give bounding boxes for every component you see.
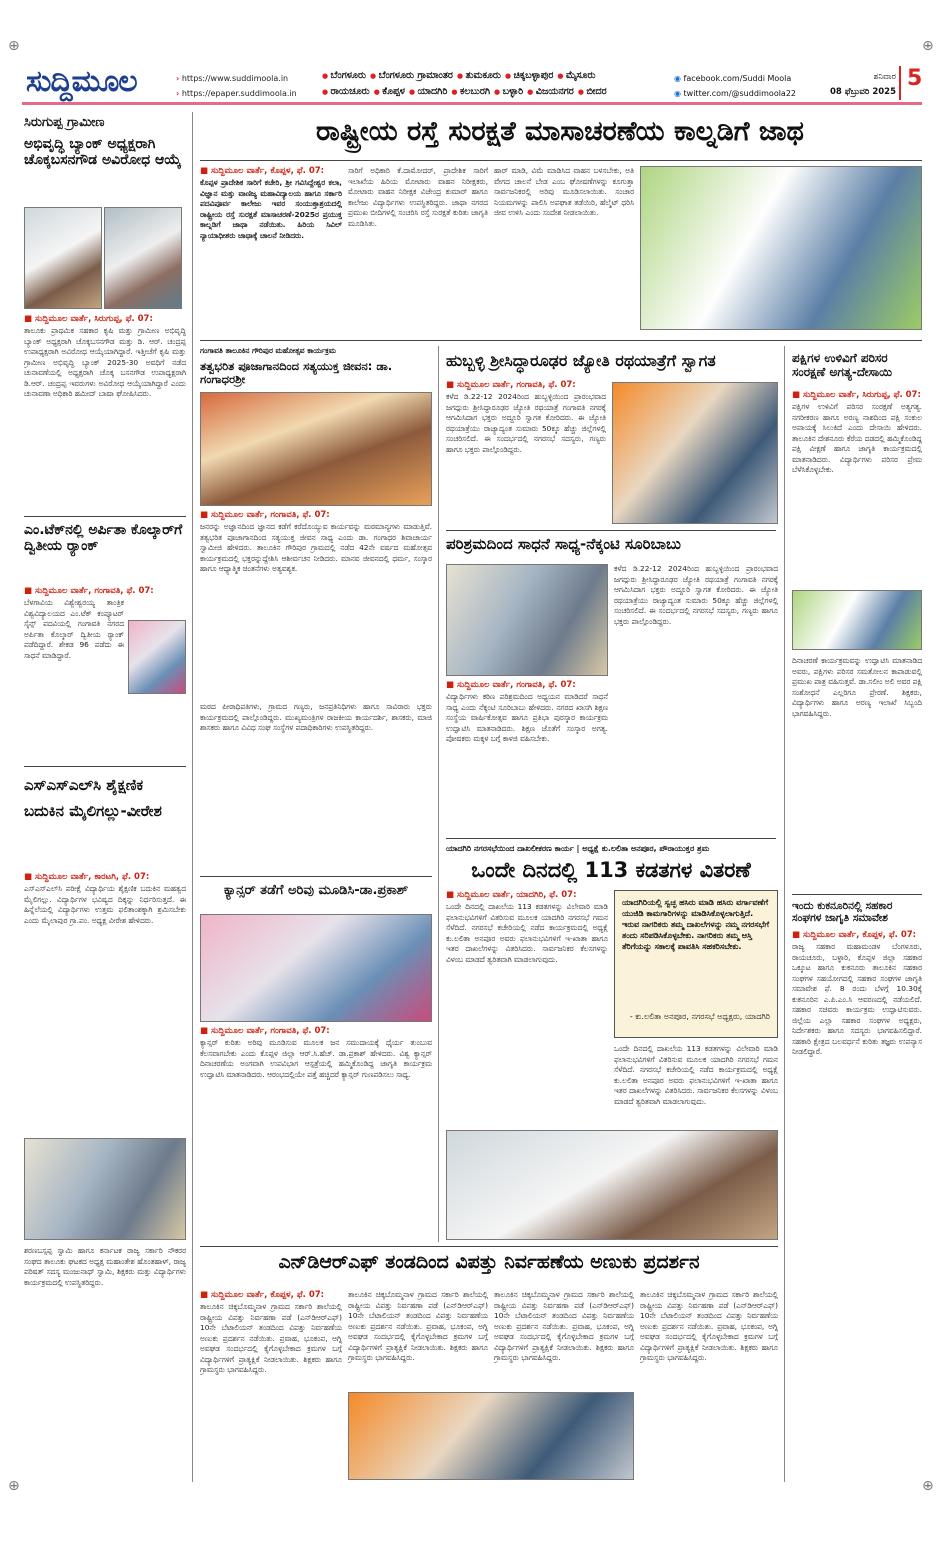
quote-signature: - ಕು.ಲಲಿತಾ ಅನಪೂರ, ನಗರಸಭೆ ಅಧ್ಯಕ್ಷರು, ಯಾದಗಿರಿ [629,1012,770,1021]
byline: ■ ಸುದ್ದಿಮೂಲ ವಾರ್ತೆ, ಕಾರಟಗಿ, ಫೆ. 07: [24,872,186,882]
portrait-photo [24,207,102,309]
story-body: ತಾಲೂಕು ಪ್ರಾಥಮಿಕ ಸಹಕಾರ ಕೃಷಿ ಮತ್ತು ಗ್ರಾಮೀಣ ಅಭಿವೃದ್ಧಿ ಬ್ಯಾಂಕ್ ಅಧ್ಯಕ್ಷರಾಗಿ ಚೊಕ್ಕಬಸನಗೌಡ ಮತ್ತು ಡಿ. ಆರ್. ಚಂದ್ರಪ್ಪ ಉಪಾಧ್ಯಕ್ಷರಾಗಿ ಅವಿರೋಧ ಆಯ್ಕೆಯಾಗಿದ್ದಾರೆ. ಇತ್ತೀಚೆಗೆ ಕೃಷಿ ಮತ್ತು ಗ್ರಾಮೀಣ ಅಭಿವೃದ್ಧಿ ಬ್ಯಾಂಕ್ 2025-30 ಅವಧಿಗೆ ನಡೆದ ಚುನಾವಣೆಯಲ್ಲಿ ಅಧ್ಯಕ್ಷರಾಗಿ ಚೊಕ್ಕ ಬಸನಗೌಡ ಉಪಾಧ್ಯಕ್ಷರಾಗಿ ಡಿ.ಆರ್. ಚಂದ್ರಪ್ಪ ಇವರುಗಳು ಅವಿರೋಧ ಆಯ್ಕೆಯಾಗಿದ್ದಾರೆ ಎಂದು ಚುನಾವಣಾ ಅಧಿಕಾರಿ ಹಮೀದ್ ಬಾಷಾ ಘೋಷಿಸಿದರು. [24,326,186,398]
registration-mark: ⊕ [8,1478,20,1494]
story-headline: ತತ್ವಭರಿತ ಪೂಜಾಗಾನದಿಂದ ಸತ್ಯಯುಕ್ತ ಜೀವನ: ಡಾ. ಗಂಗಾಧರಶ್ರೀ [200,359,393,387]
byline: ■ ಸುದ್ದಿಮೂಲ ವಾರ್ತೆ, ಗಂಗಾವತಿ, ಫೆ. 07: [446,380,606,390]
story-body: ರಾಜ್ಯ ಸಹಕಾರ ಮಹಾಮಂಡಳ ಬೆಂಗಳೂರು, ರಾಯಚೂರು, ಬಳ್ಳಾರಿ, ಕೊಪ್ಪಳ ಜಿಲ್ಲಾ ಸಹಕಾರ ಒಕ್ಕೂಟ ಹಾಗೂ ಕುಕನೂರು ತಾಲೂಕಿನ ಸಹಕಾರ ಸಂಘಗಳ ಸಹಯೋಗದಲ್ಲಿ ಸಹಕಾರ ಸಂಘಗಳ ಜಾಗೃತಿ ಸಮಾವೇಶ ಫೆ. 8 ರಂದು ಬೆಳಗ್ಗೆ 10.30ಕ್ಕೆ ಕುಕನೂರಿನ ಎ.ಪಿ.ಎಂ.ಸಿ ಆವರಣದಲ್ಲಿ ನಡೆಯಲಿದೆ. ಸಹಕಾರ ಸಚಿವರು ಕಾರ್ಯಕ್ರಮ ಉದ್ಘಾಟಿಸುವರು. ಜಿಲ್ಲೆಯ ಎಲ್ಲಾ ಸಹಕಾರ ಸಂಘಗಳ ಅಧ್ಯಕ್ಷರು, ನಿರ್ದೇಶಕರು ಹಾಗೂ ಸದಸ್ಯರು ಭಾಗವಹಿಸಲಿದ್ದಾರೆ. ಸಹಕಾರಿ ಕ್ಷೇತ್ರದ ಬಲವರ್ಧನೆ ಕುರಿತು ತಜ್ಞರು ಉಪನ್ಯಾಸ ನೀಡಲಿದ್ದಾರೆ. [792,942,922,1056]
story-body: ತಾಲೂಕಿನ ಚಿಕ್ಕಬೊಮ್ಮನಾಳ ಗ್ರಾಮದ ಸರ್ಕಾರಿ ಶಾಲೆಯಲ್ಲಿ ರಾಷ್ಟ್ರೀಯ ವಿಪತ್ತು ನಿರ್ವಹಣಾ ಪಡೆ (ಎನ್‌ಡಿಆರ್‌ಎಫ್) 10ನೇ ಬೆಟಾಲಿಯನ್ ತಂಡದಿಂದ ವಿಪತ್ತು ನಿರ್ವಹಣೆಯ ಅಣುಕು ಪ್ರದರ್ಶನ ನಡೆಯಿತು. ಪ್ರವಾಹ, ಭೂಕಂಪ, ಅಗ್ನಿ ಅವಘಡ ಸಂದರ್ಭದಲ್ಲಿ ಕೈಗೊಳ್ಳಬೇಕಾದ ಕ್ರಮಗಳ ಬಗ್ಗೆ ವಿದ್ಯಾರ್ಥಿಗಳಿಗೆ ಪ್ರಾತ್ಯಕ್ಷಿಕೆ ನೀಡಲಾಯಿತು. ಶಿಕ್ಷಕರು ಹಾಗೂ ಗ್ರಾಮಸ್ಥರು ಭಾಗವಹಿಸಿದ್ದರು. [640,1290,778,1362]
procession-photo [612,382,778,524]
byline: ■ ಸುದ್ದಿಮೂಲ ವಾರ್ತೆ, ಕೊಪ್ಪಳ, ಫೆ. 07: [200,1290,342,1300]
divider [24,766,186,767]
story-headline: ಒಂದೇ ದಿನದಲ್ಲಿ 113 ಕಡತಗಳ ವಿತರಣೆ [471,858,751,882]
byline: ■ ಸುದ್ದಿಮೂಲ ವಾರ್ತೆ, ಗಂಗಾವತಿ, ಫೆ. 07: [200,1026,432,1036]
story-body: ಸಾರಿಗೆ ಅಧಿಕಾರಿ ಕೆ.ದಾಮೋದರ್, ಪ್ರಾದೇಶಿಕ ಸಾರಿಗೆ ಇಲಾಖೆಯ ಹಿರಿಯ ಮೋಟಾರು ವಾಹನ ನಿರೀಕ್ಷಕರು, ಮೋಟಾರು ವಾಹನ ನಿರೀಕ್ಷಕ ವಿಜೇಂದ್ರ ಕುಮಾರ್ ಹಾಗೂ ಕಾಲೇಜು ವಿದ್ಯಾರ್ಥಿಗಳು ಉಪಸ್ಥಿತರಿದ್ದರು. ಜಾಥಾ ನಗರದ ಪ್ರಮುಖ ಬೀದಿಗಳಲ್ಲಿ ಸಂಚರಿಸಿ ರಸ್ತೆ ಸುರಕ್ಷತೆ ಕುರಿತು ಜಾಗೃತಿ ಮೂಡಿಸಿತು. [348,166,488,228]
city-item: ● ಬೆಂಗಳೂರು [322,70,366,81]
story-body: ಹಾರ್ ಮಾಡಿ, ವಿಮೆ ಮಾಡಿಸಿದ ವಾಹನ ಬಳಸಬೇಕು, ಅತಿ ವೇಗದ ಚಾಲನೆ ಬೇಡ ಎಂಬ ಘೋಷಣೆಗಳನ್ನು ಕೂಗುತ್ತಾ ಸಾರ್ವಜನಿಕರಲ್ಲಿ ಅರಿವು ಮೂಡಿಸಲಾಯಿತು. ಸಂಚಾರ ನಿಯಮಗಳನ್ನು ಪಾಲಿಸಿ ಅಪಘಾತ ತಡೆಯಿರಿ, ಹೆಲ್ಮೆಟ್ ಧರಿಸಿ ಜೀವ ಉಳಿಸಿ ಎಂದು ಸಂದೇಶ ನೀಡಲಾಯಿತು. [494,166,634,217]
divider [446,838,776,839]
story-body: ತಾಲೂಕಿನ ಚಿಕ್ಕಬೊಮ್ಮನಾಳ ಗ್ರಾಮದ ಸರ್ಕಾರಿ ಶಾಲೆಯಲ್ಲಿ ರಾಷ್ಟ್ರೀಯ ವಿಪತ್ತು ನಿರ್ವಹಣಾ ಪಡೆ (ಎನ್‌ಡಿಆರ್‌ಎಫ್) 10ನೇ ಬೆಟಾಲಿಯನ್ ತಂಡದಿಂದ ವಿಪತ್ತು ನಿರ್ವಹಣೆಯ ಅಣುಕು ಪ್ರದರ್ಶನ ನಡೆಯಿತು. ಪ್ರವಾಹ, ಭೂಕಂಪ, ಅಗ್ನಿ ಅವಘಡ ಸಂದರ್ಭದಲ್ಲಿ ಕೈಗೊಳ್ಳಬೇಕಾದ ಕ್ರಮಗಳ ಬಗ್ಗೆ ವಿದ್ಯಾರ್ಥಿಗಳಿಗೆ ಪ್ರಾತ್ಯಕ್ಷಿಕೆ ನೀಡಲಾಯಿತು. ಶಿಕ್ಷಕರು ಹಾಗೂ ಗ್ರಾಮಸ್ಥರು ಭಾಗವಹಿಸಿದ್ದರು. [200,1302,342,1374]
event-photo [200,914,432,1022]
facebook-link[interactable]: ◉ facebook.com/Suddi Moola [674,74,791,83]
city-row-1 [322,68,652,84]
city-item: ● ಚಿಕ್ಕಬಳ್ಳಾಪುರ [505,70,553,81]
story-body: ಒಂದೇ ದಿನದಲ್ಲಿ ದಾಖಲೆಯ 113 ಕಡತಗಳನ್ನು ವಿಲೇವಾರಿ ಮಾಡಿ ಫಲಾನುಭವಿಗಳಿಗೆ ವಿತರಿಸುವ ಮೂಲಕ ಯಾದಗಿರಿ ನಗರಸಭೆ ಗಮನ ಸೆಳೆದಿದೆ. ನಗರಸಭೆ ಕಚೇರಿಯಲ್ಲಿ ನಡೆದ ಕಾರ್ಯಕ್ರಮದಲ್ಲಿ ಅಧ್ಯಕ್ಷೆ ಕು.ಲಲಿತಾ ಅನಪೂರ ಅವರು ಫಲಾನುಭವಿಗಳಿಗೆ ಇ-ಖಾತಾ ಹಾಗೂ ಇತರ ದಾಖಲೆಗಳನ್ನು ವಿತರಿಸಿದರು. ಸಾರ್ವಜನಿಕರ ಕೆಲಸಗಳನ್ನು ವಿಳಂಬ ಮಾಡದೆ ತ್ವರಿತವಾಗಿ ಮಾಡಲಾಗುವುದು. [614,1044,778,1106]
website-links: › https://www.suddimoola.in › https://epaper.suddimoola.in [176,74,297,98]
story-body: ಕೊಪ್ಪಳ ಪ್ರಾದೇಶಿಕ ಸಾರಿಗೆ ಕಚೇರಿ, ಶ್ರೀ ಗವಿಸಿದ್ದೇಶ್ವರ ಕಲಾ, ವಿಜ್ಞಾನ ಮತ್ತು ವಾಣಿಜ್ಯ ಮಹಾವಿದ್ಯಾಲಯ ಹಾಗೂ ಸರ್ಕಾರಿ ಪದವಿಪೂರ್ವ ಕಾಲೇಜು ಇವರ ಸಂಯುಕ್ತಾಶ್ರಯದಲ್ಲಿ ರಾಷ್ಟ್ರೀಯ ರಸ್ತೆ ಸುರಕ್ಷತೆ ಮಾಸಾಚರಣೆ-2025ರ ಪ್ರಯುಕ್ತ ಕಾಲ್ನಡಿಗೆ ಜಾಥಾ ನಡೆಯಿತು. ಹಿರಿಯ ಸಿವಿಲ್ ನ್ಯಾಯಾಧೀಶರು ಜಾಥಾಕ್ಕೆ ಚಾಲನೆ ನೀಡಿದರು. [200,178,342,240]
portrait-photo [128,620,186,694]
byline: ■ ಸುದ್ದಿಮೂಲ ವಾರ್ತೆ, ಯಾದಗಿರಿ, ಫೆ. 07: [446,890,608,900]
page-number: 5 [899,66,922,100]
newspaper-logo: ಸುದ್ದಿಮೂಲ [26,64,137,99]
divider [24,516,186,517]
divider [200,876,432,877]
divider [200,340,922,341]
story-body: ಪಕ್ಷಿಗಳ ಉಳಿವಿಗೆ ಪರಿಸರ ಸಂರಕ್ಷಣೆ ಅತ್ಯಗತ್ಯ. ನಗರೀಕರಣ ಹಾಗೂ ಅರಣ್ಯ ನಾಶದಿಂದ ಪಕ್ಷಿ ಸಂಕುಲ ಅಪಾಯಕ್ಕೆ ಸಿಲುಕಿದೆ ಎಂದು ದೇಸಾಯಿ ಹೇಳಿದರು. ತಾಲೂಕಿನ ದೇಶನೂರು ಕೆರೆಯ ದಡದಲ್ಲಿ ಹಮ್ಮಿಕೊಂಡಿದ್ದ ಪಕ್ಷಿ ವೀಕ್ಷಣೆ ಹಾಗೂ ಜಾಗೃತಿ ಕಾರ್ಯಕ್ರಮದಲ್ಲಿ ಮಾತನಾಡಿದರು. ವಿದ್ಯಾರ್ಥಿಗಳು ಪರಿಸರ ಪ್ರೇಮ ಬೆಳೆಸಿಕೊಳ್ಳಬೇಕು. [792,402,922,474]
byline: ■ ಸುದ್ದಿಮೂಲ ವಾರ್ತೆ, ಗಂಗಾವತಿ, ಫೆ. 07: [24,586,186,596]
kicker: ಯಾದಗಿರಿ ನಗರಸಭೆಯಿಂದ ದಾಖಲೀಕರಣ ಕಾರ್ಯ | ಅಧ್ಯಕ್ಷೆ ಕು.ಲಲಿತಾ ಅನಪೂರ, ಪೌರಾಯುಕ್ತರ ಶ್ರಮ [446,844,710,853]
registration-mark: ⊕ [922,1478,934,1494]
city-item: ● ರಾಯಚೂರು [322,86,370,97]
divider [200,160,922,161]
byline: ■ ಸುದ್ದಿಮೂಲ ವಾರ್ತೆ, ಗಂಗಾವತಿ, ಫೆ. 07: [200,510,432,520]
city-item: ● ಮೈಸೂರು [557,70,595,81]
walkathon-photo [640,166,922,330]
story-headline: ಎಸ್‌ಎಸ್‌ಎಲ್‌ಸಿ ಶೈಕ್ಷಣಿಕ ಬದುಕಿನ ಮೈಲಿಗಲ್ಲು-ವೀರೇಶ [24,776,162,820]
story-body: ಕ್ಯಾನ್ಸರ್ ಕುರಿತು ಅರಿವು ಮೂಡಿಸುವ ಮೂಲಕ ಜನ ಸಮುದಾಯಕ್ಕೆ ಧೈರ್ಯ ತುಂಬುವ ಕೆಲಸವಾಗಬೇಕು ಎಂದು ಕೊಪ್ಪಳ ಜಿಲ್ಲಾ ಆರ್.ಸಿ.ಹೆಚ್. ಡಾ.ಪ್ರಕಾಶ್ ಹೇಳಿದರು. ವಿಶ್ವ ಕ್ಯಾನ್ಸರ್ ದಿನಾಚರಣೆಯ ಅಂಗವಾಗಿ ಉಪವಿಭಾಗ ಆಸ್ಪತ್ರೆಯಲ್ಲಿ ಹಮ್ಮಿಕೊಂಡಿದ್ದ ಜಾಗೃತಿ ಕಾರ್ಯಕ್ರಮ ಉದ್ಘಾಟಿಸಿ ಮಾತನಾಡಿದರು. ಆರಂಭದಲ್ಲಿಯೇ ಪತ್ತೆ ಹಚ್ಚಿದರೆ ಕ್ಯಾನ್ಸರ್ ಗುಣಪಡಿಸಲು ಸಾಧ್ಯ. [200,1038,432,1079]
city-item: ● ತುಮಕೂರು [457,70,501,81]
city-item: ● ಕೊಪ್ಪಳ [374,86,405,97]
event-photo [446,1130,778,1240]
column-divider [784,346,785,1482]
byline: ■ ಸುದ್ದಿಮೂಲ ವಾರ್ತೆ, ಗಂಗಾವತಿ, ಫೆ. 07: [446,680,608,690]
twitter-link[interactable]: ◉ twitter.com/@suddimoola22 [674,89,796,98]
quote-text: ಯಾದಗಿರಿಯಲ್ಲಿ ಸ್ವಚ್ಛ ಹಸಿರು ಮಾಡಿ ಹಸಿರು ವರ್ಗಾವಣೆಗೆ ಯುಜಿಡಿ ಕಾಮಗಾರಿಗಳನ್ನು ಮಾಡಿಸಿಕೊಳ್ಳಲಾಗುತ್ತಿದೆ. ಇರುವ ನಾಗರಿಕರು ತಮ್ಮ ದಾಖಲೆಗಳನ್ನು ನಮ್ಮ ನಗರಸಭೆಗೆ ತಂದು ಸರಿಪಡಿಸಿಕೊಳ್ಳಬೇಕು. ನಾಗರಿಕರು ತಮ್ಮ ಆಸ್ತಿ ತೆರಿಗೆಯನ್ನು ಸಕಾಲಕ್ಕೆ ಪಾವತಿಸಿ ಸಹಕರಿಸಬೇಕು. [622,898,770,951]
event-photo [446,564,608,676]
dateline [826,70,896,100]
column-divider [192,112,193,1482]
ndrf-demo-photo [348,1392,634,1480]
story-headline: ಕ್ಯಾನ್ಸರ್ ತಡೆಗೆ ಅರಿವು ಮೂಡಿಸಿ-ಡಾ.ಪ್ರಕಾಶ್ [223,883,409,898]
story-body: ಶರಣಬಸ್ಸಪ್ಪ ಸ್ವಾಮಿ ಹಾಗೂ ಕರ್ನಾಟಕ ರಾಜ್ಯ ಸರ್ಕಾರಿ ನೌಕರರ ಸಂಘದ ತಾಲೂಕು ಘಟಕದ ಅಧ್ಯಕ್ಷ ಮಹಾಂತೇಶ ಹೊಂತಹಾಳ್, ರಾಜ್ಯ ಪರಿಷತ್ ಸದಸ್ಯ ಮಂಜುನಾಥ್ ಸ್ವಾಮಿ, ಶಿಕ್ಷಕರು ಮತ್ತು ವಿದ್ಯಾರ್ಥಿಗಳು ಕಾರ್ಯಕ್ರಮದಲ್ಲಿ ಉಪಸ್ಥಿತರಿದ್ದರು. [24,1246,186,1287]
epaper-link[interactable]: https://epaper.suddimoola.in [181,89,297,98]
social-links [674,71,824,101]
event-photo [792,590,922,650]
story-headline: ಅಭಿವೃದ್ಧಿ ಬ್ಯಾಂಕ್ ಅಧ್ಯಕ್ಷರಾಗಿ ಚೊಕ್ಕಬಸನಗೌಡ ಅವಿರೋಧ ಆಯ್ಕೆ [24,136,182,169]
story-body: ದಿನಾಚರಣೆ ಕಾರ್ಯಕ್ರಮವನ್ನು ಉದ್ಘಾಟಿಸಿ ಮಾತನಾಡಿದ ಅವರು, ಪಕ್ಷಿಗಳು ಪರಿಸರ ಸಮತೋಲನ ಕಾಪಾಡುವಲ್ಲಿ ಪ್ರಮುಖ ಪಾತ್ರ ವಹಿಸುತ್ತವೆ. ಡಾ.ಸಲೀಂ ಅಲಿ ಅವರ ಪಕ್ಷಿ ಸಂಶೋಧನೆ ಎಲ್ಲರಿಗೂ ಪ್ರೇರಣೆ. ಶಿಕ್ಷಕರು, ವಿದ್ಯಾರ್ಥಿಗಳು ಹಾಗೂ ಅರಣ್ಯ ಇಲಾಖೆ ಸಿಬ್ಬಂದಿ ಭಾಗವಹಿಸಿದ್ದರು. [792,656,922,718]
divider [200,1246,778,1247]
byline: ■ ಸುದ್ದಿಮೂಲ ವಾರ್ತೆ, ಸಿರುಗುಪ್ಪ, ಫೆ. 07: [24,314,186,324]
story-body: ಕಳೆದ ಡಿ.22-12 2024ರಿಂದ ಹುಬ್ಬಳ್ಳಿಯಿಂದ ಪ್ರಾರಂಭವಾದ ಜಗದ್ಗುರು ಶ್ರೀಸಿದ್ಧಾರೂಢರ ಜ್ಯೋತಿ ರಥಯಾತ್ರೆ ಗಂಗಾವತಿ ನಗರಕ್ಕೆ ಆಗಮಿಸಿದಾಗ ಭಕ್ತರು ಅದ್ದೂರಿ ಸ್ವಾಗತ ಕೋರಿದರು. ಈ ಜ್ಯೋತಿ ರಥಯಾತ್ರೆಯು ರಾಜ್ಯಾದ್ಯಂತ ಸುಮಾರು 50ಕ್ಕೂ ಹೆಚ್ಚು ಜಿಲ್ಲೆಗಳಲ್ಲಿ ಸಂಚರಿಸಲಿದೆ. ಈ ಸಂದರ್ಭದಲ್ಲಿ ನಗರಸಭೆ ಸದಸ್ಯರು, ಗಣ್ಯರು ಹಾಗೂ ಭಕ್ತರು ಪಾಲ್ಗೊಂಡಿದ್ದರು. [614,564,778,626]
day-label: ಶನಿವಾರ [873,72,896,82]
story-body: ಜನರನ್ನು ಅಜ್ಞಾನದಿಂದ ಜ್ಞಾನದ ಕಡೆಗೆ ಕರೆದೊಯ್ಯುವ ಕಾರ್ಯವನ್ನು ಮಠಮಾನ್ಯಗಳು ಮಾಡುತ್ತಿವೆ. ತತ್ವಭರಿತ ಪೂಜಾಗಾನದಿಂದ ಸತ್ಯಯುಕ್ತ ಜೀವನ ಸಾಧ್ಯ ಎಂದು ಡಾ. ಗಂಗಾಧರ ಶಿವಾಚಾರ್ಯ ಸ್ವಾಮೀಜಿ ಹೇಳಿದರು. ತಾಲೂಕಿನ ಗೌರಿಪುರ ಗ್ರಾಮದಲ್ಲಿ ನಡೆದ 42ನೇ ವರ್ಷದ ಮಹೋತ್ಸವ ಕಾರ್ಯಕ್ರಮದಲ್ಲಿ ಭಕ್ತರನ್ನುದ್ದೇಶಿಸಿ ಆಶೀರ್ವಚನ ನೀಡಿದರು. ಮಾನವ ಜೀವನದಲ್ಲಿ ಧರ್ಮ, ಸಂಸ್ಕಾರ ಹಾಗೂ ಆಧ್ಯಾತ್ಮಿಕ ಚಿಂತನೆಗಳು ಅತ್ಯವಶ್ಯಕ. [200,522,432,573]
portrait-photo [104,207,182,309]
byline: ■ ಸುದ್ದಿಮೂಲ ವಾರ್ತೆ, ಸಿರುಗುಪ್ಪ, ಫೆ. 07: [792,390,922,400]
story-body: ಒಂದೇ ದಿನದಲ್ಲಿ ದಾಖಲೆಯ 113 ಕಡತಗಳನ್ನು ವಿಲೇವಾರಿ ಮಾಡಿ ಫಲಾನುಭವಿಗಳಿಗೆ ವಿತರಿಸುವ ಮೂಲಕ ಯಾದಗಿರಿ ನಗರಸಭೆ ಗಮನ ಸೆಳೆದಿದೆ. ನಗರಸಭೆ ಕಚೇರಿಯಲ್ಲಿ ನಡೆದ ಕಾರ್ಯಕ್ರಮದಲ್ಲಿ ಅಧ್ಯಕ್ಷೆ ಕು.ಲಲಿತಾ ಅನಪೂರ ಅವರು ಫಲಾನುಭವಿಗಳಿಗೆ ಇ-ಖಾತಾ ಹಾಗೂ ಇತರ ದಾಖಲೆಗಳನ್ನು ವಿತರಿಸಿದರು. ಸಾರ್ವಜನಿಕರ ಕೆಲಸಗಳನ್ನು ವಿಳಂಬ ಮಾಡದೆ ತ್ವರಿತವಾಗಿ ಮಾಡಲಾಗುವುದು. [446,902,608,964]
story-headline: ಎನ್‌ಡಿಆರ್‌ಎಫ್ ತಂಡದಿಂದ ವಿಪತ್ತು ನಿರ್ವಹಣೆಯ ಅಣುಕು ಪ್ರದರ್ಶನ [278,1251,700,1273]
story-body: ಬೆಳಗಾವಿಯ ವಿಶ್ವೇಶ್ವರಯ್ಯ ತಾಂತ್ರಿಕ ವಿಶ್ವವಿದ್ಯಾಲಯದ ಎಂ.ಟೆಕ್ ಕಂಪ್ಯೂಟರ್ ಸೈನ್ಸ್ ಪದವಿಯಲ್ಲಿ ಗಂಗಾವತಿ ನಗರದ ಅರ್ಪಿತಾ ಕೊಲ್ಕಾರ್ ದ್ವಿತೀಯ ರ್‍ಯಾಂಕ್ ಪಡೆದಿದ್ದಾರೆ. ಶೇಕಡ 96 ಪಡೆದು ಈ ಸಾಧನೆ ಮಾಡಿದ್ದಾರೆ. [24,598,124,660]
banner-headline: ರಾಷ್ಟ್ರೀಯ ರಸ್ತೆ ಸುರಕ್ಷತೆ ಮಾಸಾಚರಣೆಯ ಕಾಲ್ನಡಿಗೆ ಜಾಥ [316,116,804,147]
story-body: ಎಸ್‌ಎಸ್‌ಎಲ್‌ಸಿ ಪರೀಕ್ಷೆ ವಿದ್ಯಾರ್ಥಿಯ ಶೈಕ್ಷಣಿಕ ಬದುಕಿನ ಮಹತ್ವದ ಮೈಲಿಗಲ್ಲು. ವಿದ್ಯಾರ್ಥಿಗಳ ಭವಿಷ್ಯದ ದಿಕ್ಕನ್ನು ನಿರ್ಧರಿಸುತ್ತದೆ. ಈ ಹಿನ್ನೆಲೆಯಲ್ಲಿ ವಿದ್ಯಾರ್ಥಿಗಳು ಉತ್ತಮ ಫಲಿತಾಂಶಕ್ಕಾಗಿ ಶ್ರಮಿಸಬೇಕು ಎಂದು ಮೈಲಾಪುರ ಗ್ರಾ.ಪಂ. ಅಧ್ಯಕ್ಷ ವೀರೇಶ ಹೇಳಿದರು. [24,884,186,925]
story-kicker: ಸಿರುಗುಪ್ಪ ಗ್ರಾಮೀಣ [24,115,105,130]
city-editions [322,68,652,100]
story-body: ಮಠದ ಪೀಠಾಧಿಪತಿಗಳು, ಗ್ರಾಮದ ಗಣ್ಯರು, ಜನಪ್ರತಿನಿಧಿಗಳು ಹಾಗೂ ಸಾವಿರಾರು ಭಕ್ತರು ಕಾರ್ಯಕ್ರಮದಲ್ಲಿ ಪಾಲ್ಗೊಂಡಿದ್ದರು. ಮುಖ್ಯಮಂತ್ರಿಗಳ ರಾಜಕೀಯ ಕಾರ್ಯದರ್ಶಿ, ಶಾಸಕರು, ಮಾಜಿ ಶಾಸಕರು ಹಾಗೂ ವಿವಿಧ ಸಂಘ ಸಂಸ್ಥೆಗಳ ಪದಾಧಿಕಾರಿಗಳು ಉಪಸ್ಥಿತರಿದ್ದರು. [200,702,432,732]
event-photo [24,1138,186,1240]
event-photo [200,392,432,506]
kicker: ಗಂಗಾವತಿ ತಾಲೂಕಿನ ಗೌರಿಪುರ ಮಹೋತ್ಸವ ಕಾರ್ಯಕ್ರಮ [200,346,336,355]
divider [792,894,922,895]
story-body: ಕಳೆದ ಡಿ.22-12 2024ರಿಂದ ಹುಬ್ಬಳ್ಳಿಯಿಂದ ಪ್ರಾರಂಭವಾದ ಜಗದ್ಗುರು ಶ್ರೀಸಿದ್ಧಾರೂಢರ ಜ್ಯೋತಿ ರಥಯಾತ್ರೆ ಗಂಗಾವತಿ ನಗರಕ್ಕೆ ಆಗಮಿಸಿದಾಗ ಭಕ್ತರು ಅದ್ದೂರಿ ಸ್ವಾಗತ ಕೋರಿದರು. ಈ ಜ್ಯೋತಿ ರಥಯಾತ್ರೆಯು ರಾಜ್ಯಾದ್ಯಂತ ಸುಮಾರು 50ಕ್ಕೂ ಹೆಚ್ಚು ಜಿಲ್ಲೆಗಳಲ್ಲಿ ಸಂಚರಿಸಲಿದೆ. ಈ ಸಂದರ್ಭದಲ್ಲಿ ನಗರಸಭೆ ಸದಸ್ಯರು, ಗಣ್ಯರು ಹಾಗೂ ಭಕ್ತರು ಪಾಲ್ಗೊಂಡಿದ್ದರು. [446,392,606,454]
column-divider [438,346,439,1242]
story-body: ತಾಲೂಕಿನ ಚಿಕ್ಕಬೊಮ್ಮನಾಳ ಗ್ರಾಮದ ಸರ್ಕಾರಿ ಶಾಲೆಯಲ್ಲಿ ರಾಷ್ಟ್ರೀಯ ವಿಪತ್ತು ನಿರ್ವಹಣಾ ಪಡೆ (ಎನ್‌ಡಿಆರ್‌ಎಫ್) 10ನೇ ಬೆಟಾಲಿಯನ್ ತಂಡದಿಂದ ವಿಪತ್ತು ನಿರ್ವಹಣೆಯ ಅಣುಕು ಪ್ರದರ್ಶನ ನಡೆಯಿತು. ಪ್ರವಾಹ, ಭೂಕಂಪ, ಅಗ್ನಿ ಅವಘಡ ಸಂದರ್ಭದಲ್ಲಿ ಕೈಗೊಳ್ಳಬೇಕಾದ ಕ್ರಮಗಳ ಬಗ್ಗೆ ವಿದ್ಯಾರ್ಥಿಗಳಿಗೆ ಪ್ರಾತ್ಯಕ್ಷಿಕೆ ನೀಡಲಾಯಿತು. ಶಿಕ್ಷಕರು ಹಾಗೂ ಗ್ರಾಮಸ್ಥರು ಭಾಗವಹಿಸಿದ್ದರು. [494,1290,634,1362]
city-item: ● ವಿಜಯನಗರ [527,86,574,97]
story-headline: ಪರಿಶ್ರಮದಿಂದ ಸಾಧನೆ ಸಾಧ್ಯ-ನೆಕ್ಕಂಟಿ ಸೂರಿಬಾಬು [446,535,681,553]
byline: ■ ಸುದ್ದಿಮೂಲ ವಾರ್ತೆ, ಕೊಪ್ಪಳ, ಫೆ. 07: [792,930,922,940]
story-body: ವಿದ್ಯಾರ್ಥಿಗಳು ಕಠಿಣ ಪರಿಶ್ರಮದಿಂದ ಅಧ್ಯಯನ ಮಾಡಿದರೆ ಸಾಧನೆ ಸಾಧ್ಯ ಎಂದು ನೆಕ್ಕಂಟಿ ಸೂರಿಬಾಬು ಹೇಳಿದರು. ನಗರದ ಖಾಸಗಿ ಶಿಕ್ಷಣ ಸಂಸ್ಥೆಯ ವಾರ್ಷಿಕೋತ್ಸವ ಹಾಗೂ ಪ್ರತಿಭಾ ಪುರಸ್ಕಾರ ಕಾರ್ಯಕ್ರಮ ಉದ್ಘಾಟಿಸಿ ಮಾತನಾಡಿದರು. ಶಿಕ್ಷಣ ಜೊತೆಗೆ ಸಂಸ್ಕಾರ ಅಗತ್ಯ. ಪೋಷಕರು ಮಕ್ಕಳ ಬಗ್ಗೆ ಕಾಳಜಿ ವಹಿಸಬೇಕು. [446,692,608,743]
story-body: ತಾಲೂಕಿನ ಚಿಕ್ಕಬೊಮ್ಮನಾಳ ಗ್ರಾಮದ ಸರ್ಕಾರಿ ಶಾಲೆಯಲ್ಲಿ ರಾಷ್ಟ್ರೀಯ ವಿಪತ್ತು ನಿರ್ವಹಣಾ ಪಡೆ (ಎನ್‌ಡಿಆರ್‌ಎಫ್) 10ನೇ ಬೆಟಾಲಿಯನ್ ತಂಡದಿಂದ ವಿಪತ್ತು ನಿರ್ವಹಣೆಯ ಅಣುಕು ಪ್ರದರ್ಶನ ನಡೆಯಿತು. ಪ್ರವಾಹ, ಭೂಕಂಪ, ಅಗ್ನಿ ಅವಘಡ ಸಂದರ್ಭದಲ್ಲಿ ಕೈಗೊಳ್ಳಬೇಕಾದ ಕ್ರಮಗಳ ಬಗ್ಗೆ ವಿದ್ಯಾರ್ಥಿಗಳಿಗೆ ಪ್ರಾತ್ಯಕ್ಷಿಕೆ ನೀಡಲಾಯಿತು. ಶಿಕ್ಷಕರು ಹಾಗೂ ಗ್ರಾಮಸ್ಥರು ಭಾಗವಹಿಸಿದ್ದರು. [348,1290,488,1362]
pull-quote [614,890,778,1038]
city-item: ● ಬೆಂಗಳೂರು ಗ್ರಾಮಾಂತರ [370,70,453,81]
website-link[interactable]: https://www.suddimoola.in [181,74,289,83]
city-row-2 [322,84,652,100]
registration-mark: ⊕ [922,38,934,54]
city-item: ● ಯಾದಗಿರಿ [409,86,447,97]
byline: ■ ಸುದ್ದಿಮೂಲ ವಾರ್ತೆ, ಕೊಪ್ಪಳ, ಫೆ. 07: [200,166,342,176]
city-item: ● ಕಲಬುರಗಿ [451,86,490,97]
story-headline: ಇಂದು ಕುಕನೂರಿನಲ್ಲಿ ಸಹಕಾರ ಸಂಘಗಳ ಜಾಗೃತಿ ಸಮಾವೇಶ [792,900,893,925]
city-item: ● ಬೀದರ [578,86,607,97]
registration-mark: ⊕ [8,38,20,54]
story-headline: ಹುಬ್ಬಳ್ಳಿ ಶ್ರೀಸಿದ್ಧಾರೂಢರ ಜ್ಯೋತಿ ರಥಯಾತ್ರೆಗೆ ಸ್ವಾಗತ [446,351,716,370]
story-headline: ಪಕ್ಷಿಗಳ ಉಳಿವಿಗೆ ಪರಿಸರ ಸಂರಕ್ಷಣೆ ಅಗತ್ಯ-ದೇಸಾಯಿ [792,351,893,379]
date-label: 08 ಫೆಬ್ರುವರಿ 2025 [830,87,896,97]
divider [446,530,776,531]
city-item: ● ಬಳ್ಳಾರಿ [494,86,523,97]
story-headline: ಎಂ.ಟೆಕ್‌ನಲ್ಲಿ ಅರ್ಪಿತಾ ಕೊಲ್ಕಾರ್‌ಗೆ ದ್ವಿತೀಯ ರ್‍ಯಾಂಕ್ [24,522,183,555]
